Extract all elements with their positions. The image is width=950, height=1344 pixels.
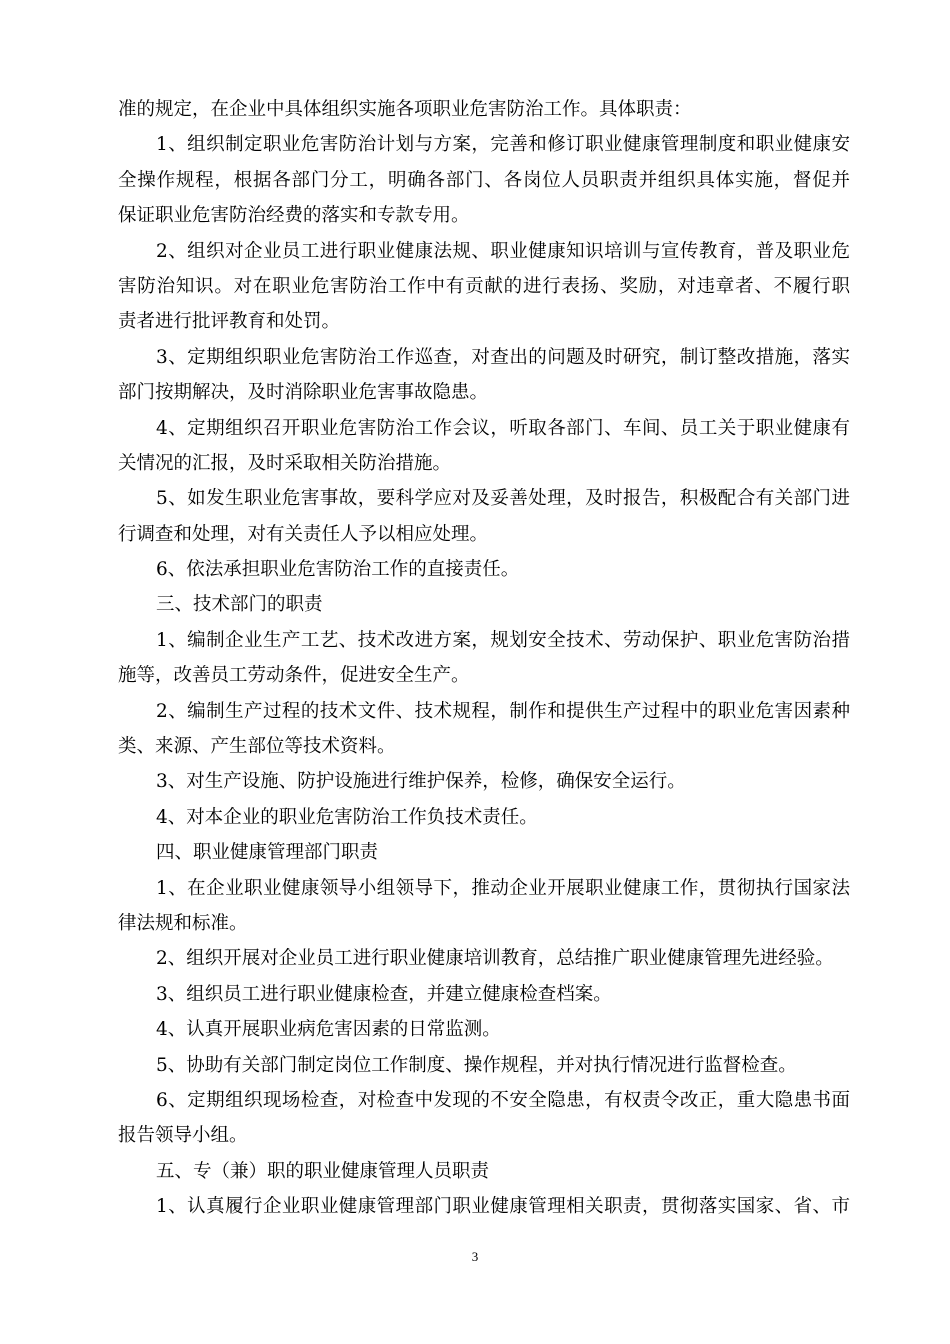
- text-line: 2、编制生产过程的技术文件、技术规程，制作和提供生产过程中的职业危害因素种: [156, 700, 850, 722]
- text-line: 4、认真开展职业病危害因素的日常监测。: [156, 1019, 501, 1041]
- text-line: 关情况的汇报，及时采取相关防治措施。: [118, 452, 452, 474]
- text-line: 4、对本企业的职业危害防治工作负技术责任。: [156, 806, 538, 828]
- text-line: 五、专（兼）职的职业健康管理人员职责: [156, 1160, 490, 1182]
- text-line: 5、如发生职业危害事故，要科学应对及妥善处理，及时报告，积极配合有关部门进: [156, 488, 850, 510]
- text-line: 6、依法承担职业危害防治工作的直接责任。: [156, 559, 520, 581]
- text-line: 准的规定，在企业中具体组织实施各项职业危害防治工作。具体职责：: [118, 99, 692, 120]
- text-line: 全操作规程，根据各部门分工，明确各部门、各岗位人员职责并组织具体实施，督促并: [118, 169, 850, 191]
- text-line: 3、对生产设施、防护设施进行维护保养，检修，确保安全运行。: [156, 771, 686, 793]
- text-line: 三、技术部门的职责: [156, 594, 323, 616]
- page-number: 3: [471, 1249, 479, 1264]
- text-line: 害防治知识。对在职业危害防治工作中有贡献的进行表扬、奖励，对违章者、不履行职: [118, 275, 850, 297]
- text-line: 1、编制企业生产工艺、技术改进方案，规划安全技术、劳动保护、职业危害防治措: [156, 629, 850, 651]
- text-line: 四、职业健康管理部门职责: [156, 842, 379, 864]
- text-line: 2、组织开展对企业员工进行职业健康培训教育，总结推广职业健康管理先进经验。: [156, 948, 834, 970]
- text-line: 行调查和处理，对有关责任人予以相应处理。: [118, 523, 489, 545]
- text-line: 1、在企业职业健康领导小组领导下，推动企业开展职业健康工作，贯彻执行国家法: [156, 877, 850, 899]
- text-line: 1、认真履行企业职业健康管理部门职业健康管理相关职责，贯彻落实国家、省、市: [156, 1196, 850, 1218]
- text-line: 3、定期组织职业危害防治工作巡查，对查出的问题及时研究，制订整改措施，落实: [156, 346, 850, 368]
- text-line: 律法规和标准。: [118, 912, 248, 934]
- text-line: 保证职业危害防治经费的落实和专款专用。: [118, 205, 470, 227]
- text-line: 责者进行批评教育和处罚。: [118, 311, 341, 333]
- text-line: 类、来源、产生部位等技术资料。: [118, 736, 396, 758]
- text-line: 部门按期解决，及时消除职业危害事故隐患。: [118, 382, 489, 404]
- text-line: 4、定期组织召开职业危害防治工作会议，听取各部门、车间、员工关于职业健康有: [156, 417, 850, 439]
- text-line: 2、组织对企业员工进行职业健康法规、职业健康知识培训与宣传教育，普及职业危: [156, 240, 850, 262]
- document-body: [118, 92, 850, 1225]
- text-line: 施等，改善员工劳动条件，促进安全生产。: [118, 665, 470, 687]
- text-line: 5、协助有关部门制定岗位工作制度、操作规程，并对执行情况进行监督检查。: [156, 1054, 797, 1076]
- text-line: 报告领导小组。: [118, 1125, 248, 1147]
- text-line: 1、组织制定职业危害防治计划与方案，完善和修订职业健康管理制度和职业健康安: [156, 134, 850, 156]
- text-line: 6、定期组织现场检查，对检查中发现的不安全隐患，有权责令改正，重大隐患书面: [156, 1089, 850, 1111]
- text-line: 3、组织员工进行职业健康检查，并建立健康检查档案。: [156, 983, 612, 1005]
